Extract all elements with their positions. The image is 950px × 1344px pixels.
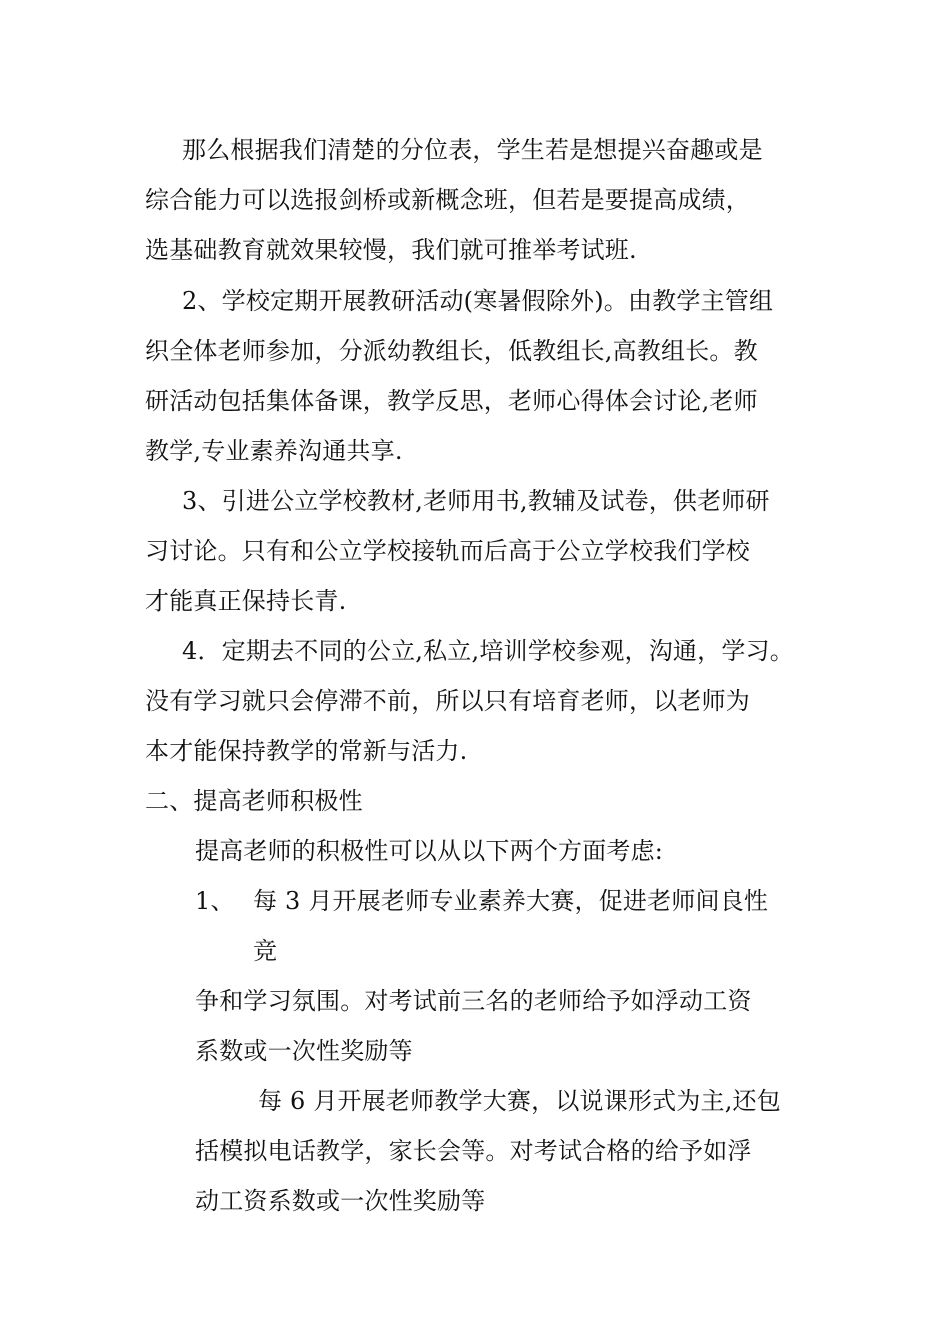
text-line: 综合能力可以选报剑桥或新概念班，但若是要提高成绩，: [145, 186, 750, 214]
text-line: 教学,专业素养沟通共享.: [145, 437, 403, 465]
text-line: 每 3 月开展老师专业素养大赛，促进老师间良性: [253, 887, 769, 915]
text-line: 织全体老师参加，分派幼教组长，低教组长,高教组长。教: [145, 337, 758, 365]
text-line: 括模拟电话教学，家长会等。对考试合格的给予如浮: [195, 1137, 752, 1165]
text-line: 系数或一次性奖励等: [195, 1037, 413, 1065]
text-line: 3、引进公立学校教材,老师用书,教辅及试卷，供老师研: [182, 487, 770, 515]
text-line: 2、学校定期开展教研活动(寒暑假除外)。由教学主管组: [182, 287, 774, 315]
text-line: 动工资系数或一次性奖励等: [195, 1187, 486, 1215]
text-line: 习讨论。只有和公立学校接轨而后高于公立学校我们学校: [145, 537, 750, 565]
text-line: 那么根据我们清楚的分位表，学生若是想提兴奋趣或是: [182, 136, 763, 164]
section-heading: 二、提高老师积极性: [145, 787, 363, 815]
text-line: 争和学习氛围。对考试前三名的老师给予如浮动工资: [195, 987, 752, 1015]
text-line: 每 6 月开展老师教学大赛，以说课形式为主,还包: [258, 1087, 781, 1115]
list-number: 1、: [195, 887, 235, 915]
text-line: 研活动包括集体备课，教学反思，老师心得体会讨论,老师: [145, 387, 758, 415]
text-line: 4．定期去不同的公立,私立,培训学校参观，沟通，学习。: [182, 637, 794, 665]
text-line: 竞: [253, 937, 278, 965]
text-line: 本才能保持教学的常新与活力.: [145, 737, 468, 765]
text-line: 提高老师的积极性可以从以下两个方面考虑:: [195, 837, 664, 865]
text-line: 才能真正保持长青.: [145, 587, 347, 615]
text-line: 选基础教育就效果较慢，我们就可推举考试班.: [145, 236, 637, 264]
text-line: 没有学习就只会停滞不前，所以只有培育老师，以老师为: [145, 687, 750, 715]
